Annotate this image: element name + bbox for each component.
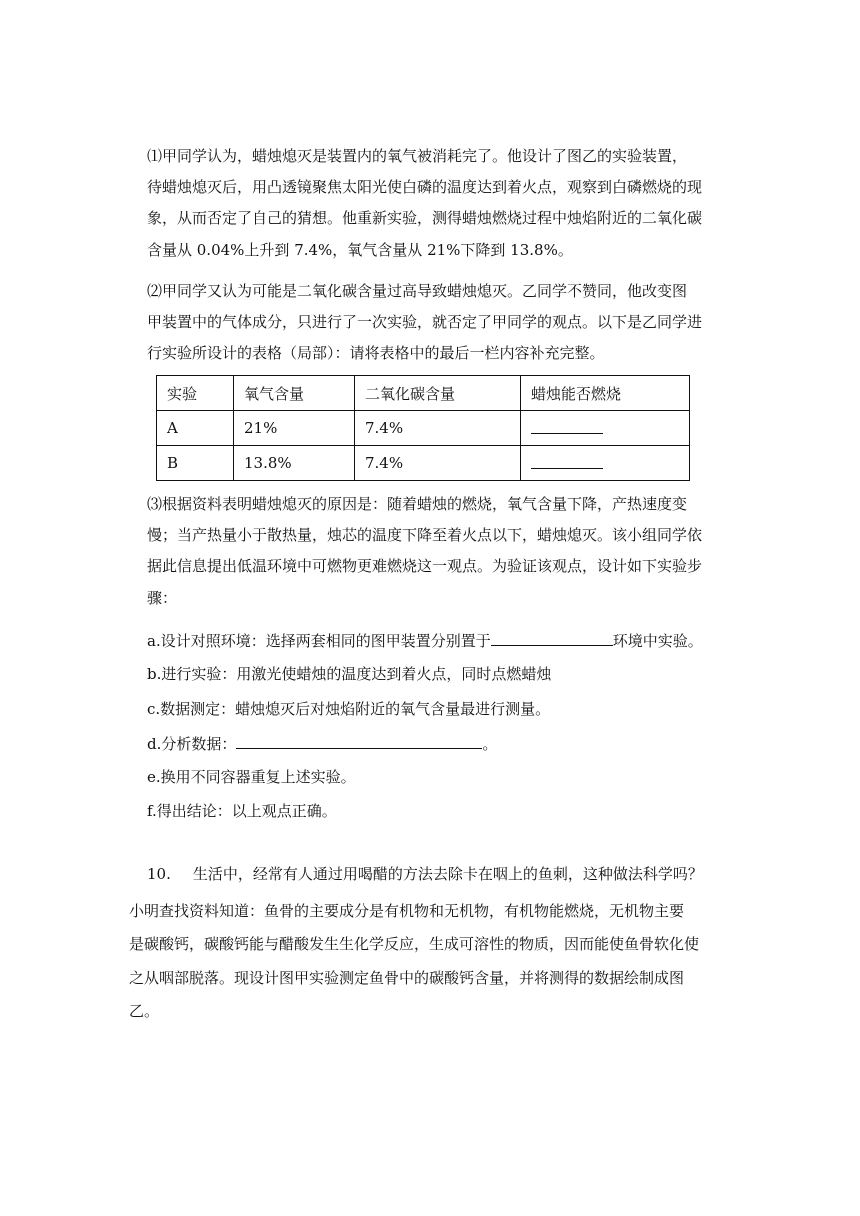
q10-line-2: 小明查找资料知道：鱼骨的主要成分是有机物和无机物，有机物能燃烧，无机物主要 bbox=[129, 902, 685, 920]
experiment-table bbox=[156, 375, 690, 481]
part2-line-3: 行实验所设计的表格（局部）：请将表格中的最后一栏内容补充完整。 bbox=[147, 344, 605, 362]
cell-oxygen: 21% bbox=[234, 411, 355, 446]
cell-can-burn bbox=[521, 411, 690, 446]
answer-blank-b[interactable] bbox=[531, 454, 603, 469]
step-c: c.数据测定：蜡烛熄灭后对烛焰附近的氧气含量最进行测量。 bbox=[147, 700, 551, 718]
table-row bbox=[157, 446, 690, 481]
table-row bbox=[157, 411, 690, 446]
cell-co2: 7.4% bbox=[355, 411, 521, 446]
cell-experiment: A bbox=[157, 411, 234, 446]
cell-can-burn bbox=[521, 446, 690, 481]
step-d bbox=[147, 733, 747, 754]
step-d-text: d.分析数据： bbox=[147, 735, 237, 753]
header-can-burn: 蜡烛能否燃烧 bbox=[521, 376, 690, 411]
part1-line-3: 象，从而否定了自己的猜想。他重新实验，测得蜡烛燃烧过程中烛焰附近的二氧化碳 bbox=[147, 209, 703, 227]
q10-line-5: 乙。 bbox=[129, 1002, 160, 1020]
table-header-row bbox=[157, 376, 690, 411]
step-a bbox=[147, 630, 747, 651]
part3-line-1: ⑶根据资料表明蜡烛熄灭的原因是：随着蜡烛的燃烧，氧气含量下降，产热速度变 bbox=[147, 495, 688, 513]
header-oxygen: 氧气含量 bbox=[234, 376, 355, 411]
step-a-text: a.设计对照环境：选择两套相同的图甲装置分别置于 bbox=[147, 632, 491, 650]
q10-line-3: 是碳酸钙，碳酸钙能与醋酸发生生化学反应，生成可溶性的物质，因而能使鱼骨软化使 bbox=[129, 935, 700, 953]
part3-line-4: 骤： bbox=[147, 589, 178, 607]
part2-line-1: ⑵甲同学又认为可能是二氧化碳含量过高导致蜡烛熄灭。乙同学不赞同，他改变图 bbox=[147, 282, 688, 300]
q10-line-1 bbox=[147, 864, 747, 884]
answer-blank-environment[interactable] bbox=[491, 630, 613, 646]
header-experiment: 实验 bbox=[157, 376, 234, 411]
answer-blank-a[interactable] bbox=[531, 419, 603, 434]
part1-line-4: 含量从 0.04%上升到 7.4%，氧气含量从 21%下降到 13.8%。 bbox=[147, 241, 573, 259]
answer-blank-analysis[interactable] bbox=[236, 733, 482, 749]
step-f: f.得出结论：以上观点正确。 bbox=[147, 802, 337, 820]
step-b: b.进行实验：用激光使蜡烛的温度达到着火点，同时点燃蜡烛 bbox=[147, 665, 552, 683]
cell-experiment: B bbox=[157, 446, 234, 481]
part1-line-1: ⑴甲同学认为，蜡烛熄灭是装置内的氧气被消耗完了。他设计了图乙的实验装置， bbox=[147, 147, 688, 165]
step-e: e.换用不同容器重复上述实验。 bbox=[147, 768, 356, 786]
header-co2: 二氧化碳含量 bbox=[355, 376, 521, 411]
q10-line-4: 之从咽部脱落。现设计图甲实验测定鱼骨中的碳酸钙含量，并将测得的数据绘制成图 bbox=[129, 969, 685, 987]
step-a-suffix: 环境中实验。 bbox=[612, 632, 703, 650]
part3-line-3: 据此信息提出低温环境中可燃物更难燃烧这一观点。为验证该观点，设计如下实验步 bbox=[147, 557, 703, 575]
part3-line-2: 慢；当产热量小于散热量，烛芯的温度下降至着火点以下，蜡烛熄灭。该小组同学依 bbox=[147, 526, 703, 544]
q10-line-1-text: 生活中，经常有人通过用喝醋的方法去除卡在咽上的鱼刺，这种做法科学吗？ bbox=[192, 865, 703, 883]
cell-co2: 7.4% bbox=[355, 446, 521, 481]
step-d-suffix: 。 bbox=[482, 735, 498, 753]
cell-oxygen: 13.8% bbox=[234, 446, 355, 481]
question-number: 10. bbox=[147, 865, 171, 883]
part1-line-2: 待蜡烛熄灭后，用凸透镜聚焦太阳光使白磷的温度达到着火点，观察到白磷燃烧的现 bbox=[147, 178, 703, 196]
part2-line-2: 甲装置中的气体成分，只进行了一次实验，就否定了甲同学的观点。以下是乙同学进 bbox=[147, 313, 703, 331]
